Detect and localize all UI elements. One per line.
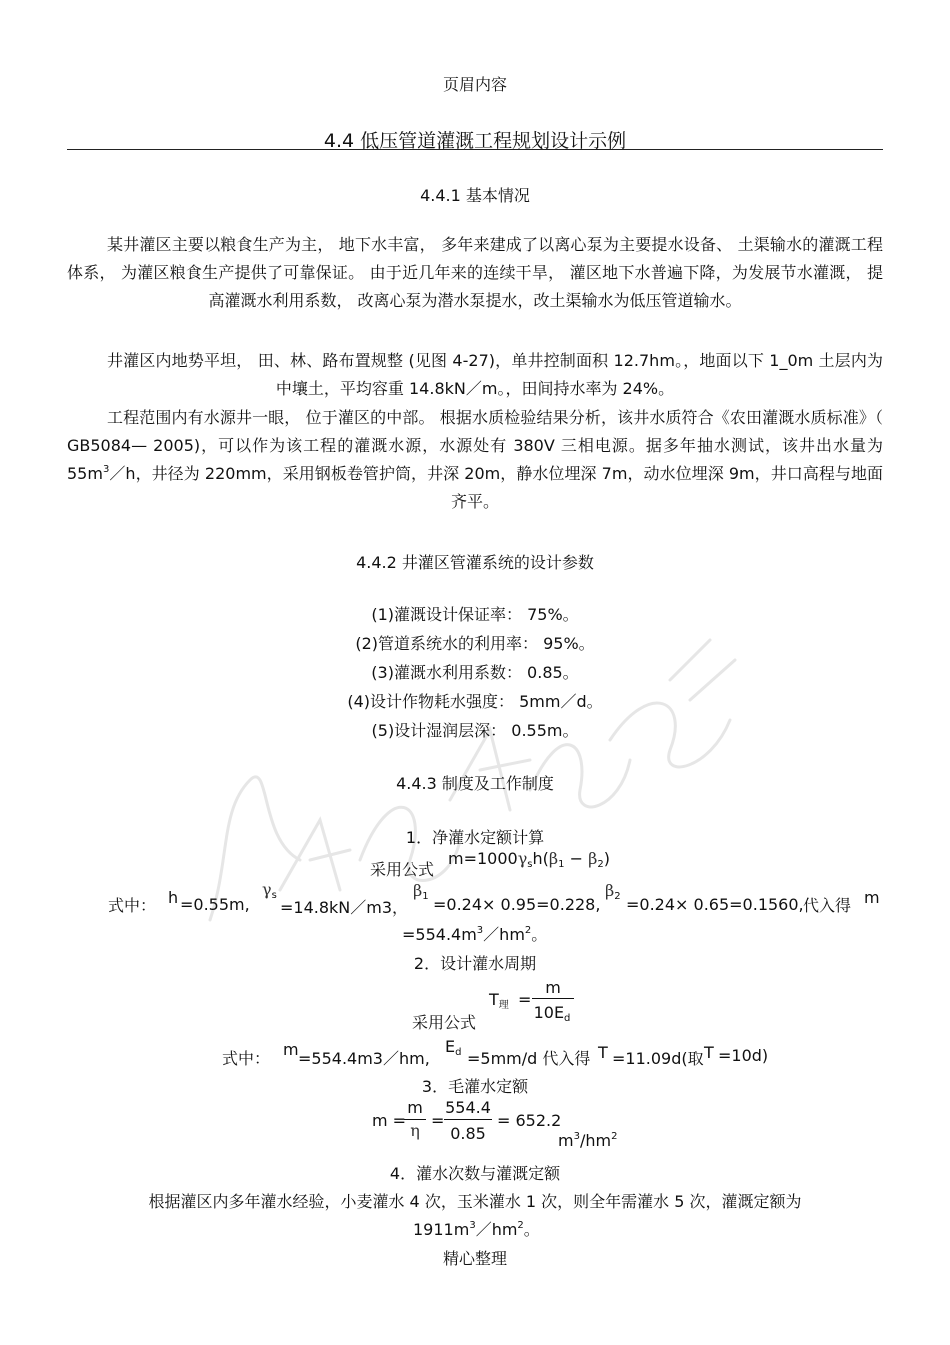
formula-label: 采用公式 bbox=[370, 860, 435, 879]
page-header: 页眉内容 bbox=[442, 75, 507, 94]
formula-net-quota: $m=1000\gamma_sh(\beta_1 - \beta_2)$ bbox=[448, 849, 610, 870]
subheading-net-quota: 1．净灌水定额计算 bbox=[405, 828, 545, 847]
legend-label: 式中： bbox=[108, 896, 157, 915]
paragraph-terrain: 井灌区内地势平坦， 田、林、路布置规整 (见图 4-27)，单井控制面积 12.7hm。，地面以下 1_0m 土层内为中壤土，平均容重 14.8kN／m。，田间持水率为 24%。 bbox=[107, 351, 883, 398]
subheading-cycle: 2．设计灌水周期 bbox=[413, 954, 537, 973]
formula-gross-result: = 652.2 bbox=[497, 1111, 562, 1130]
subheading-gross-quota: 3．毛灌水定额 bbox=[421, 1077, 529, 1096]
legend-beta2-value: =0.24× 0.65=0.1560, bbox=[626, 895, 804, 914]
param-item-4: (4)设计作物耗水强度： 5mm／d。 bbox=[347, 692, 603, 711]
paragraph-water-source: 工程范围内有水源井一眼， 位于灌区的中部。 根据水质检验结果分析，该井水质符合《农田灌溉水质标准》（ GB5084— 2005)，可以作为该工程的灌溉水源，水源处有 380V 三相电源。据多年抽水测试，该井出水量为 $55m^3/h$，井径为 220mm，采用钢板卷管护筒，井深 20m，静水位埋深 7m，动水位埋深 9m，井口高程与地面齐平。 bbox=[67, 408, 883, 511]
param-item-1: (1)灌溉设计保证率： 75%。 bbox=[371, 605, 579, 624]
legend-T-value-2: =10d) bbox=[718, 1046, 769, 1065]
param-item-5: (5)设计湿润层深： 0.55m。 bbox=[371, 721, 579, 740]
page-footer: 精心整理 bbox=[442, 1249, 507, 1268]
legend-T-2: T bbox=[704, 1043, 714, 1062]
legend-gamma-value: =14.8kN／m3， bbox=[280, 898, 409, 917]
formula-cycle-lhs: $T_理$ bbox=[489, 990, 509, 1011]
formula-gross-den1: η bbox=[410, 1121, 420, 1140]
document-title: 4.4 低压管道灌溉工程规划设计示例 bbox=[323, 130, 627, 152]
legend-h-value: =0.55m, bbox=[180, 895, 250, 914]
formula-cycle-denominator: $10E_d$ bbox=[533, 1003, 571, 1024]
formula-label-2: 采用公式 bbox=[412, 1013, 477, 1032]
legend-substitute: 代入得 bbox=[803, 896, 852, 915]
legend-h: h bbox=[168, 888, 179, 907]
legend-beta1: $\beta_1$ bbox=[413, 881, 429, 902]
formula-gross-num1: m bbox=[407, 1098, 423, 1117]
legend-E: $E_d$ bbox=[445, 1037, 462, 1058]
formula-gross-num2: 554.4 bbox=[445, 1098, 491, 1117]
legend-T: T bbox=[598, 1043, 608, 1062]
net-quota-result: $=554.4m^3/hm^2$。 bbox=[402, 925, 548, 944]
title-rule bbox=[67, 149, 883, 150]
formula-gross-unit: $m^3/hm^2$ bbox=[558, 1131, 618, 1150]
section-heading-params: 4.4.2 井灌区管灌系统的设计参数 bbox=[356, 553, 594, 572]
formula-cycle-numerator: m bbox=[545, 978, 561, 997]
formula-cycle-eq: = bbox=[518, 990, 532, 1009]
formula-gross-lhs: m = bbox=[372, 1111, 407, 1130]
legend-T-value: =11.09d(取 bbox=[612, 1049, 704, 1068]
legend-beta1-value: =0.24× 0.95=0.228, bbox=[433, 895, 601, 914]
legend-gamma: $\gamma_s$ bbox=[262, 880, 277, 901]
legend-m: m bbox=[864, 888, 880, 907]
section-heading-schedule: 4.4.3 制度及工作制度 bbox=[396, 774, 554, 793]
param-item-3: (3)灌溉水利用系数： 0.85。 bbox=[371, 663, 579, 682]
fraction-bar-2 bbox=[444, 1119, 492, 1120]
legend-beta2: $\beta_2$ bbox=[605, 881, 621, 902]
fraction-bar bbox=[532, 998, 574, 999]
param-item-2: (2)管道系统水的利用率： 95%。 bbox=[355, 634, 595, 653]
legend-E-value: =5mm/d 代入得 bbox=[467, 1049, 591, 1068]
paragraph-irrigation-count: 根据灌区内多年灌水经验，小麦灌水 4 次，玉米灌水 1 次，则全年需灌水 5 次，灌溉定额为 bbox=[148, 1192, 802, 1211]
legend-label-2: 式中： bbox=[222, 1049, 271, 1068]
formula-gross-eq: = bbox=[431, 1111, 445, 1130]
legend-m-value: =554.4m3／hm, bbox=[298, 1049, 430, 1068]
section-heading-basic: 4.4.1 基本情况 bbox=[420, 186, 530, 205]
formula-gross-den2: 0.85 bbox=[450, 1124, 486, 1143]
subheading-irrigation-count: 4．灌水次数与灌溉定额 bbox=[389, 1164, 561, 1183]
fraction-bar-1 bbox=[404, 1119, 426, 1120]
paragraph-overview: 某井灌区主要以粮食生产为主， 地下水丰富， 多年来建成了以离心泵为主要提水设备、 土渠输水的灌溉工程体系， 为灌区粮食生产提供了可靠保证。 由于近几年来的连续干旱， 灌区地下水普遍下降，为发展节水灌溉， 提高灌溉水利用系数， 改离心泵为潜水泵提水，改土渠输水为低压管道输水。 bbox=[67, 235, 883, 310]
legend-m-2: m bbox=[283, 1040, 299, 1059]
irrigation-quota-result: $1911m^3/hm^2$。 bbox=[413, 1220, 540, 1239]
